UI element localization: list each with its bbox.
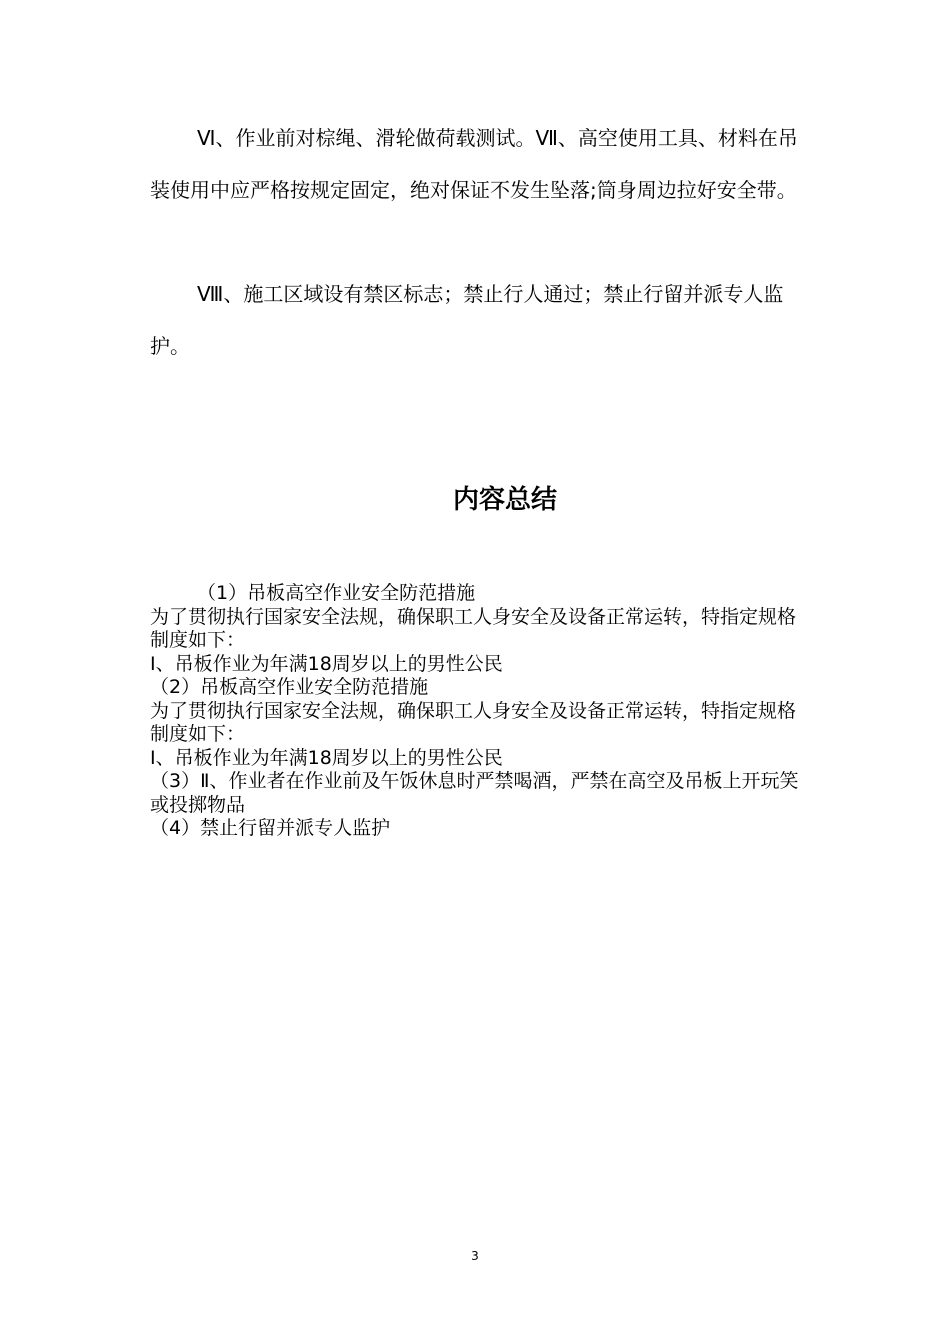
body-paragraph-1: Ⅵ、作业前对棕绳、滑轮做荷载测试。Ⅶ、高空使用工具、材料在吊装使用中应严格按规定固定，绝对保证不发生坠落;筒身周边拉好安全带。 <box>150 126 798 202</box>
body-paragraph-2: Ⅷ、施工区域设有禁区标志；禁止行人通过；禁止行留并派专人监护。 <box>150 282 784 358</box>
summary-line: （3）Ⅱ、作业者在作业前及午饭休息时严禁喝酒，严禁在高空及吊板上开玩笑或投掷物品 <box>150 770 799 816</box>
summary-line: 为了贯彻执行国家安全法规，确保职工人身安全及设备正常运转，特指定规格制度如下： <box>150 605 797 651</box>
summary-line: （4）禁止行留并派专人监护 <box>150 817 391 839</box>
summary-line: （2）吊板高空作业安全防范措施 <box>150 676 429 698</box>
summary-title: 内容总结 <box>452 485 557 515</box>
summary-block <box>150 582 800 841</box>
summary-line: I、吊板作业为年满18周岁以上的男性公民 <box>150 652 503 675</box>
summary-line: I、吊板作业为年满18周岁以上的男性公民 <box>150 746 503 769</box>
summary-line: （1）吊板高空作业安全防范措施 <box>197 582 476 604</box>
summary-line: 为了贯彻执行国家安全法规，确保职工人身安全及设备正常运转，特指定规格制度如下： <box>150 699 797 745</box>
page-number: 3 <box>471 1249 479 1263</box>
